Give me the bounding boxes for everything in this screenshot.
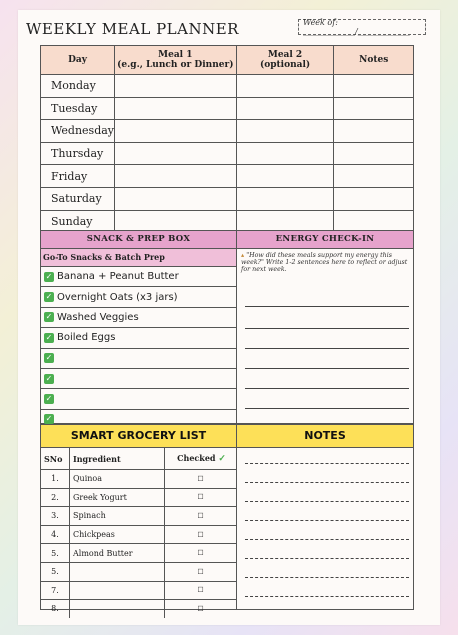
- meal2-cell[interactable]: [236, 120, 334, 143]
- checkbox-icon[interactable]: ☐: [165, 470, 237, 489]
- meal1-cell[interactable]: [115, 187, 237, 210]
- checkbox-icon[interactable]: ☐: [197, 604, 204, 613]
- day-label: Friday: [41, 165, 115, 188]
- snack-item-label: Overnight Oats (x3 jars): [57, 291, 178, 303]
- meal-table: [40, 45, 414, 233]
- snack-item[interactable]: [41, 287, 236, 307]
- day-header: Day: [41, 46, 115, 75]
- meal2-cell[interactable]: [236, 142, 334, 165]
- checkmark-icon: ✓: [45, 292, 53, 302]
- grocery-ingredient[interactable]: [70, 581, 165, 600]
- meal1-cell[interactable]: [115, 165, 237, 188]
- grocery-row: [41, 488, 236, 507]
- meal2-cell[interactable]: [236, 165, 334, 188]
- day-label: Saturday: [41, 187, 115, 210]
- snack-item[interactable]: [41, 389, 236, 409]
- grocery-sno: 4.: [41, 525, 70, 544]
- snack-item[interactable]: [41, 328, 236, 348]
- snack-box-title: SNACK & PREP BOX: [41, 231, 236, 249]
- meal-row: [41, 165, 414, 188]
- planner-sheet: [18, 10, 440, 625]
- notes-line[interactable]: [245, 501, 409, 502]
- meal1-cell[interactable]: [115, 120, 237, 143]
- notes-cell[interactable]: [334, 75, 414, 98]
- notes-box: [237, 425, 413, 609]
- grocery-row: [41, 525, 236, 544]
- grocery-ingredient[interactable]: Quinoa: [70, 470, 165, 489]
- energy-line[interactable]: [245, 388, 409, 389]
- day-label: Tuesday: [41, 97, 115, 120]
- notes-line[interactable]: [245, 463, 409, 464]
- notes-line[interactable]: [245, 558, 409, 559]
- snack-prep-box: [41, 231, 237, 423]
- sno-header: SNo: [41, 448, 70, 470]
- grocery-row: [41, 470, 236, 489]
- checkmark-icon: ✓: [45, 394, 53, 404]
- meal-row: [41, 97, 414, 120]
- meal2-header: Meal 2 (optional): [236, 46, 334, 75]
- energy-line[interactable]: [245, 368, 409, 369]
- snack-item-label: Boiled Eggs: [57, 332, 116, 344]
- ingredient-header: Ingredient: [70, 448, 165, 470]
- checkbox-icon[interactable]: ☐: [165, 544, 237, 563]
- notes-cell[interactable]: [334, 120, 414, 143]
- grocery-sno: 2.: [41, 488, 70, 507]
- notes-line[interactable]: [245, 577, 409, 578]
- checkbox-icon[interactable]: ☐: [165, 525, 237, 544]
- meal-row: [41, 75, 414, 98]
- energy-line[interactable]: [245, 328, 409, 329]
- grocery-sno: 5.: [41, 562, 70, 581]
- meal1-cell[interactable]: [115, 75, 237, 98]
- check-icon: ✓: [218, 454, 226, 464]
- page-title: WEEKLY MEAL PLANNER: [26, 20, 239, 38]
- grocery-row: [41, 581, 236, 600]
- grocery-ingredient[interactable]: [70, 562, 165, 581]
- meal1-cell[interactable]: [115, 142, 237, 165]
- notes-line[interactable]: [245, 596, 409, 597]
- day-label: Monday: [41, 75, 115, 98]
- day-label: Wednesday: [41, 120, 115, 143]
- energy-line[interactable]: [245, 348, 409, 349]
- snack-box-subtitle: Go-To Snacks & Batch Prep: [41, 249, 236, 267]
- checkmark-icon: ✓: [45, 414, 53, 424]
- notes-cell[interactable]: [334, 187, 414, 210]
- grocery-sno: 3.: [41, 507, 70, 526]
- grocery-ingredient[interactable]: Spinach: [70, 507, 165, 526]
- energy-prompt: ▴ "How did these meals support my energy this week?" Write 1-2 sentences here to reflect or adjust for next week.: [241, 252, 408, 273]
- checkmark-icon: ✓: [45, 332, 53, 342]
- checkmark-icon: ✓: [45, 271, 53, 281]
- notes-cell[interactable]: [334, 97, 414, 120]
- energy-title: ENERGY CHECK-IN: [237, 231, 413, 249]
- grocery-row: [41, 562, 236, 581]
- grocery-sno: 1.: [41, 470, 70, 489]
- grocery-title: SMART GROCERY LIST: [41, 425, 236, 448]
- notes-cell[interactable]: [334, 165, 414, 188]
- notes-line[interactable]: [245, 520, 409, 521]
- notes-cell[interactable]: [334, 142, 414, 165]
- checked-header: Checked ✓: [165, 448, 237, 470]
- snack-item[interactable]: [41, 308, 236, 328]
- grocery-ingredient[interactable]: [70, 600, 165, 618]
- checkbox-icon[interactable]: ☐: [165, 488, 237, 507]
- grocery-ingredient[interactable]: Chickpeas: [70, 525, 165, 544]
- grocery-row: [41, 507, 236, 526]
- energy-line[interactable]: [245, 408, 409, 409]
- energy-check-in: [237, 231, 413, 423]
- checkmark-icon: ✓: [45, 373, 53, 383]
- meal1-header: Meal 1 (e.g., Lunch or Dinner): [115, 46, 237, 75]
- grocery-list: [41, 425, 237, 614]
- meal-row: [41, 120, 414, 143]
- snack-item[interactable]: [41, 267, 236, 287]
- checkbox-icon[interactable]: ☐: [165, 562, 237, 581]
- grocery-sno: 5.: [41, 544, 70, 563]
- grocery-notes-section: [40, 424, 414, 614]
- meal-row: [41, 187, 414, 210]
- snack-item-label: Banana + Peanut Butter: [57, 271, 179, 283]
- grocery-row: [41, 600, 236, 618]
- notes-title: NOTES: [237, 425, 413, 448]
- notes-line[interactable]: [245, 482, 409, 483]
- week-of-field[interactable]: Week of: _____________/_____________: [298, 19, 426, 35]
- notes-header: Notes: [334, 46, 414, 75]
- grocery-ingredient[interactable]: Almond Butter: [70, 544, 165, 563]
- snack-item[interactable]: [41, 349, 236, 369]
- notes-line[interactable]: [245, 539, 409, 540]
- grocery-row: [41, 544, 236, 563]
- checkmark-icon: ✓: [45, 312, 53, 322]
- meal-row: [41, 142, 414, 165]
- meal2-cell[interactable]: [236, 187, 334, 210]
- meal2-cell[interactable]: [236, 75, 334, 98]
- energy-line[interactable]: [245, 306, 409, 307]
- grocery-table: [41, 448, 236, 618]
- grocery-sno: 7.: [41, 581, 70, 600]
- checkbox-icon[interactable]: ☐: [165, 507, 237, 526]
- checkmark-icon: ✓: [45, 353, 53, 363]
- meal2-cell[interactable]: [236, 97, 334, 120]
- grocery-sno: 8.: [41, 600, 70, 618]
- day-label: Sunday: [41, 210, 115, 233]
- day-label: Thursday: [41, 142, 115, 165]
- pin-icon: ▴: [241, 252, 245, 259]
- snack-item[interactable]: [41, 369, 236, 389]
- snack-energy-section: [40, 230, 414, 424]
- grocery-ingredient[interactable]: Greek Yogurt: [70, 488, 165, 507]
- meal1-cell[interactable]: [115, 97, 237, 120]
- snack-item-label: Washed Veggies: [57, 311, 139, 323]
- checkbox-icon[interactable]: ☐: [165, 581, 237, 600]
